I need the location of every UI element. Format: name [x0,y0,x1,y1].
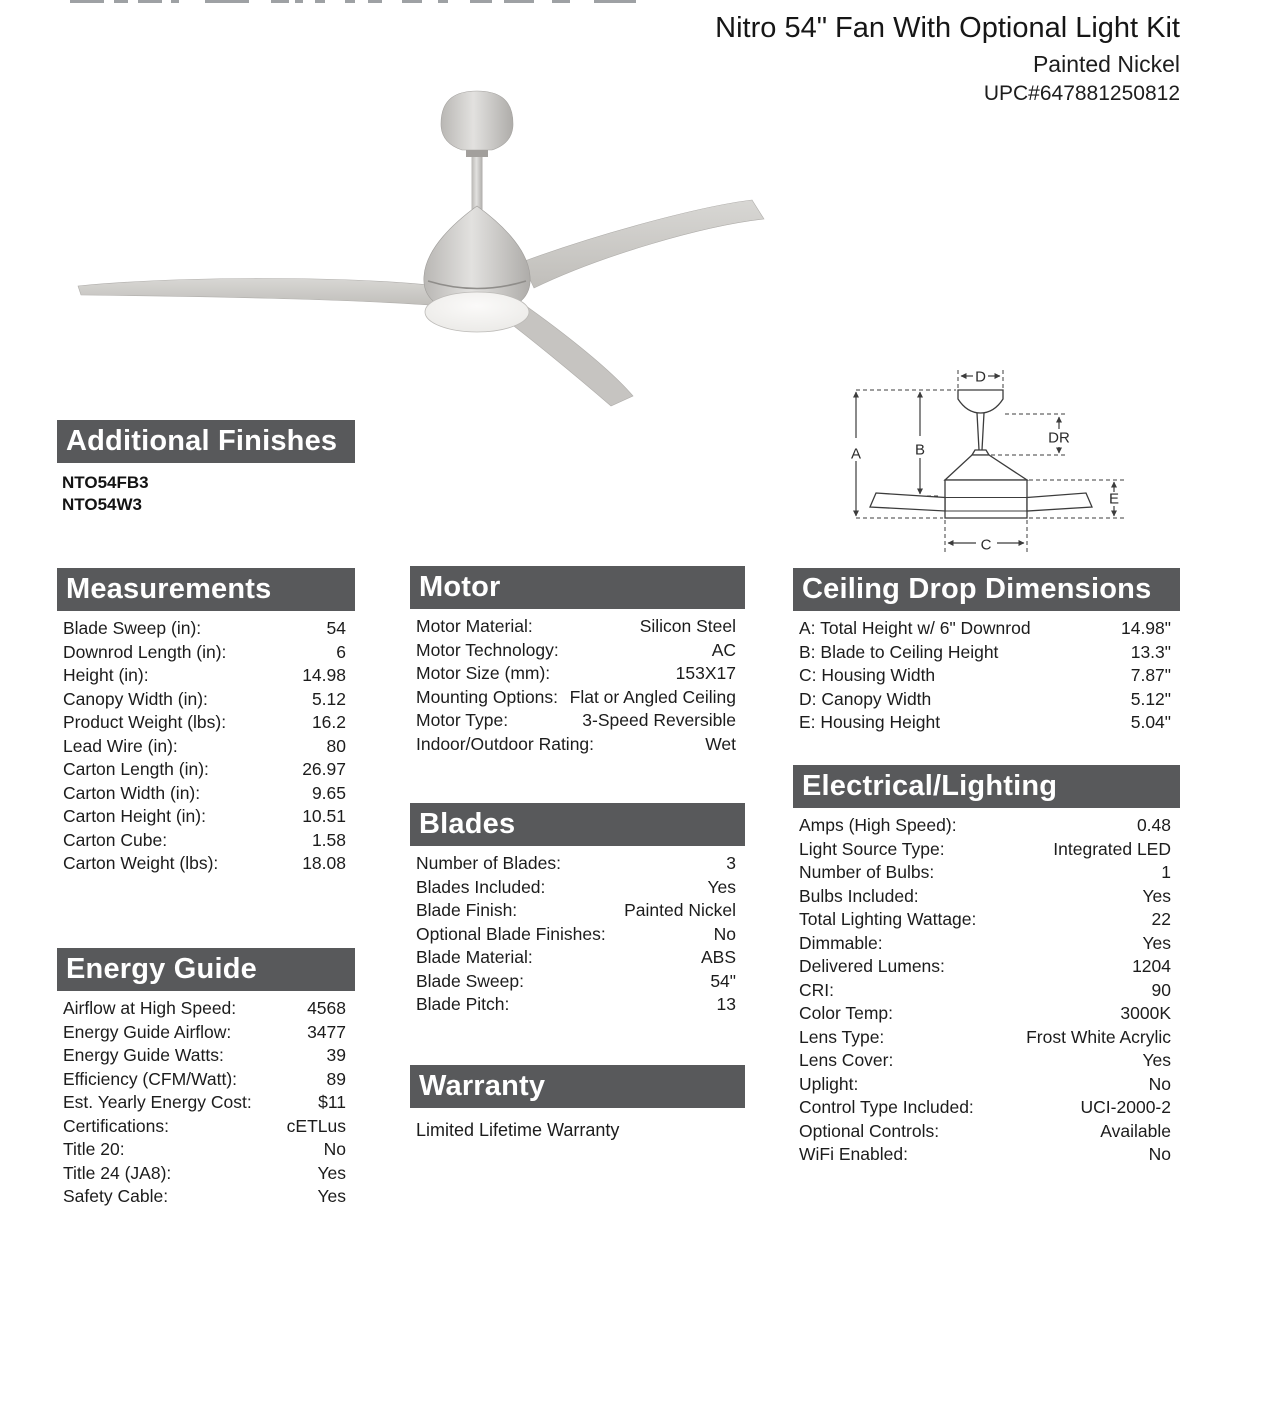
product-upc: UPC#647881250812 [983,82,1180,105]
spec-value: 80 [326,735,346,756]
spec-label: Blade Sweep: [416,970,524,991]
spec-row [799,688,1171,712]
spec-label: Canopy Width (in): [63,688,208,709]
cropped-header-fragments [70,0,636,4]
spec-row [799,908,1171,932]
spec-label: Est. Yearly Energy Cost: [63,1092,252,1112]
spec-row [63,1044,346,1068]
measurements-rows [57,617,355,876]
spec-value: UCI-2000-2 [1080,1097,1171,1117]
spec-label: Carton Height (in): [63,806,206,826]
spec-value: Yes [707,876,736,897]
spec-value: AC [711,639,736,660]
spec-row [799,1026,1171,1050]
section-header-motor: Motor [410,566,745,609]
spec-row [416,899,736,923]
spec-value: 13 [716,994,736,1014]
spec-value: Frost White Acrylic [1026,1026,1171,1047]
section-header-ceiling-drop: Ceiling Drop Dimensions [793,568,1180,611]
spec-row [63,688,346,712]
spec-label: C: Housing Width [799,665,936,685]
spec-label: Control Type Included: [799,1097,974,1117]
spec-label: Number of Bulbs: [799,862,935,882]
spec-row [63,664,346,688]
spec-row [416,709,736,733]
ceiling-drop-diagram [835,360,1175,560]
spec-row [63,1115,346,1139]
spec-row [63,758,346,782]
spec-value: Yes [1142,932,1171,953]
spec-label: Motor Type: [416,710,509,730]
spec-row [799,861,1171,885]
spec-label: Motor Material: [416,616,533,636]
spec-label: Height (in): [63,665,149,685]
section-header-additional-finishes: Additional Finishes [57,420,355,463]
spec-value: Painted Nickel [624,900,736,920]
dim-label-e: E [1108,490,1120,508]
spec-row [799,1002,1171,1026]
spec-row [416,686,736,710]
spec-label: Carton Length (in): [63,759,209,779]
spec-row [799,955,1171,979]
spec-label: Blade Finish: [416,900,518,920]
spec-row [63,1185,346,1209]
section-header-blades: Blades [410,803,745,846]
section-warranty [410,1065,745,1141]
spec-row [799,1143,1171,1167]
spec-label: Number of Blades: [416,853,561,873]
spec-value: Available [1100,1120,1171,1141]
spec-value: 153X17 [675,663,736,683]
spec-row [63,829,346,853]
spec-row [416,970,736,994]
section-header-energy-guide: Energy Guide [57,948,355,991]
spec-row [416,733,736,757]
warranty-text: Limited Lifetime Warranty [416,1120,620,1140]
spec-value: 3-Speed Reversible [582,710,736,730]
dim-label-a: A [850,445,862,463]
section-blades [410,803,745,1017]
spec-row [799,1049,1171,1073]
spec-row [799,617,1171,641]
spec-row [799,979,1171,1003]
spec-row [799,885,1171,909]
section-ceiling-drop-dimensions [793,568,1180,735]
spec-row [63,617,346,641]
spec-label: CRI: [799,979,834,1000]
spec-row [63,1162,346,1186]
spec-value: $11 [318,1092,346,1112]
spec-value: 4568 [307,998,346,1018]
section-electrical-lighting [793,765,1180,1167]
spec-label: Carton Cube: [63,829,168,850]
spec-value: 5.12" [1130,688,1171,709]
spec-label: Lens Cover: [799,1050,894,1070]
spec-label: Blade Sweep (in): [63,618,202,638]
spec-label: Energy Guide Watts: [63,1045,224,1065]
spec-row [799,664,1171,688]
spec-label: Blade Pitch: [416,994,510,1014]
spec-label: Optional Controls: [799,1120,940,1141]
spec-label: Title 24 (JA8): [63,1162,172,1183]
finish-code: NTO54W3 [62,495,142,514]
spec-label: Uplight: [799,1073,859,1094]
spec-label: Optional Blade Finishes: [416,923,606,944]
spec-row [63,805,346,829]
spec-row [63,735,346,759]
spec-row [416,876,736,900]
spec-label: Lens Type: [799,1026,885,1047]
section-motor [410,566,745,756]
spec-value: Integrated LED [1053,838,1171,859]
spec-label: Lead Wire (in): [63,735,178,756]
spec-value: Yes [1142,1050,1171,1070]
spec-value: 3477 [307,1021,346,1042]
spec-value: 89 [326,1068,346,1089]
spec-label: Airflow at High Speed: [63,998,237,1018]
dim-label-dr: DR [1048,429,1070,447]
spec-value: 9.65 [311,782,346,803]
spec-row [63,1068,346,1092]
spec-value: 0.48 [1136,815,1171,835]
spec-value: 16.2 [311,712,346,732]
spec-row [799,932,1171,956]
spec-row [416,639,736,663]
spec-row [416,662,736,686]
spec-value: 26.97 [302,759,346,779]
spec-value: 90 [1151,979,1171,1000]
spec-value: 3000K [1120,1003,1171,1023]
spec-row [799,814,1171,838]
spec-label: Dimmable: [799,932,883,953]
spec-value: 1204 [1132,956,1171,976]
finish-code: NTO54FB3 [62,473,149,492]
spec-row [63,782,346,806]
spec-value: 1.58 [311,829,346,850]
spec-row [63,641,346,665]
spec-value: 54" [710,970,736,991]
section-additional-finishes [57,420,355,516]
spec-label: Indoor/Outdoor Rating: [416,733,595,754]
spec-value: Yes [317,1162,346,1183]
spec-row [799,711,1171,735]
spec-value: Flat or Angled Ceiling [569,686,736,707]
product-title: Nitro 54" Fan With Optional Light Kit [715,12,1180,44]
spec-label: Product Weight (lbs): [63,712,227,732]
spec-row [63,1138,346,1162]
spec-row [416,993,736,1017]
spec-row [799,641,1171,665]
spec-label: Downrod Length (in): [63,641,227,662]
spec-value: 54 [326,618,346,638]
spec-label: Blade Material: [416,947,533,967]
spec-label: Certifications: [63,1115,170,1136]
section-header-warranty: Warranty [410,1065,745,1108]
spec-label: Blades Included: [416,876,546,897]
spec-value: 3 [726,853,736,873]
spec-row [799,1096,1171,1120]
finishes-list [57,472,355,516]
spec-label: Title 20: [63,1139,125,1159]
spec-row [416,946,736,970]
spec-label: D: Canopy Width [799,688,932,709]
spec-label: Amps (High Speed): [799,815,957,835]
spec-label: Delivered Lumens: [799,956,945,976]
spec-label: A: Total Height w/ 6" Downrod [799,618,1031,638]
spec-label: Carton Width (in): [63,782,201,803]
spec-label: Efficiency (CFM/Watt): [63,1068,238,1089]
spec-value: 22 [1151,909,1171,929]
spec-row [63,1091,346,1115]
spec-value: 14.98 [302,665,346,685]
spec-value: 6 [336,641,346,662]
spec-value: ABS [700,947,736,967]
spec-value: 5.04" [1130,712,1171,732]
spec-value: No [323,1139,346,1159]
spec-value: 7.87" [1130,665,1171,685]
dim-label-b: B [914,441,926,459]
spec-label: Total Lighting Wattage: [799,909,977,929]
spec-value: Yes [1142,885,1171,906]
spec-label: WiFi Enabled: [799,1144,908,1164]
spec-row [63,997,346,1021]
spec-row [799,1073,1171,1097]
dim-label-d: D [975,368,986,386]
spec-label: Bulbs Included: [799,885,919,906]
section-measurements [57,568,355,876]
spec-value: 14.98" [1120,618,1171,638]
spec-value: Silicon Steel [639,616,736,636]
spec-row [416,852,736,876]
spec-label: Energy Guide Airflow: [63,1021,232,1042]
spec-label: Light Source Type: [799,838,945,859]
spec-row [799,838,1171,862]
ceiling-drop-rows [793,617,1180,735]
spec-value: 18.08 [302,853,346,873]
spec-row [63,711,346,735]
section-header-electrical: Electrical/Lighting [793,765,1180,808]
blades-rows [410,852,745,1017]
spec-value: Yes [317,1186,346,1206]
product-finish: Painted Nickel [1032,51,1180,77]
spec-label: Motor Technology: [416,639,559,660]
spec-row [63,1021,346,1045]
spec-label: Motor Size (mm): [416,663,551,683]
product-image-ceiling-fan [60,80,790,410]
spec-label: E: Housing Height [799,712,941,732]
spec-label: Mounting Options: [416,686,559,707]
spec-value: No [1148,1073,1171,1094]
energy-guide-rows [57,997,355,1209]
spec-value: 5.12 [311,688,346,709]
spec-value: cETLus [286,1115,346,1136]
spec-label: Safety Cable: [63,1186,169,1206]
spec-value: 13.3" [1130,641,1171,662]
electrical-rows [793,814,1180,1167]
spec-value: 39 [326,1045,346,1065]
spec-label: Color Temp: [799,1003,894,1023]
spec-value: No [1148,1144,1171,1164]
spec-row [416,615,736,639]
spec-row [416,923,736,947]
section-header-measurements: Measurements [57,568,355,611]
spec-row [63,852,346,876]
spec-label: Carton Weight (lbs): [63,853,219,873]
spec-row [799,1120,1171,1144]
spec-value: No [713,923,736,944]
spec-value: Wet [705,733,736,754]
spec-value: 1 [1161,862,1171,882]
motor-rows [410,615,745,756]
section-energy-guide [57,948,355,1209]
spec-label: B: Blade to Ceiling Height [799,641,999,662]
dim-label-c: C [980,536,992,554]
spec-value: 10.51 [302,806,346,826]
